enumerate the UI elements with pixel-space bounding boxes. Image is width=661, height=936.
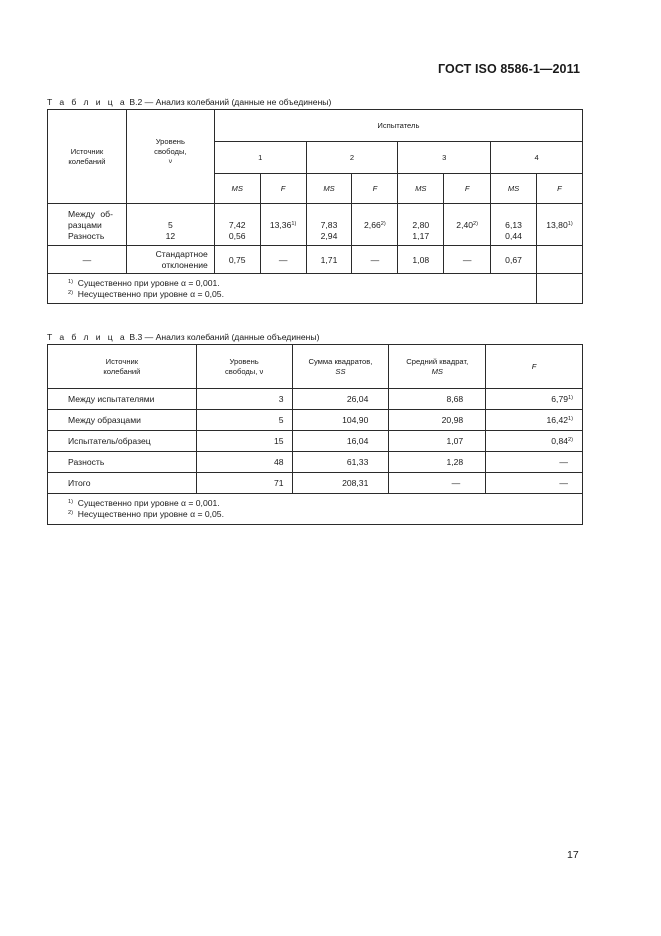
tester-2: 2 <box>306 142 398 174</box>
footnote: $^{2)}$ Несущественно при уровне α = 0,05. <box>68 288 224 299</box>
header-ss: Сумма квадратов, SS <box>292 345 389 389</box>
header-df: Уровень свободы, ν <box>126 110 214 204</box>
row-ss: 26,04 <box>292 389 389 410</box>
caption-prefix: Т а б л и ц а <box>47 97 127 107</box>
t3-stddev: 1,08 <box>398 246 444 274</box>
row-source: Испытатель/образец <box>48 431 197 452</box>
t2-stddev: 1,71 <box>306 246 352 274</box>
row-source: Между образцами <box>48 410 197 431</box>
row-df: 5 12 <box>126 204 214 246</box>
caption-text: В.2 — Анализ колебаний (данные не объединены) <box>129 97 332 107</box>
ms-header: MS <box>491 174 537 204</box>
t4-ms: 6,13 0,44 <box>491 204 537 246</box>
row-df: 48 <box>196 452 292 473</box>
f-header: F <box>352 174 398 204</box>
header-f: F <box>486 345 583 389</box>
table-b2-notes <box>48 274 537 304</box>
footnote: $^{1)}$ Существенно при уровне α = 0,001. <box>68 498 220 508</box>
ms-header: MS <box>306 174 352 204</box>
row-source: Между испытателями <box>48 389 197 410</box>
header-tester: Испытатель <box>214 110 582 142</box>
table-b3 <box>47 344 583 525</box>
t1-f-dash: — <box>260 246 306 274</box>
row-ms: — <box>389 473 486 494</box>
table-b2-caption <box>47 97 331 107</box>
table-row <box>48 389 583 410</box>
header-df: Уровень свободы, ν <box>196 345 292 389</box>
table-row <box>48 452 583 473</box>
document-header: ГОСТ ISO 8586-1—2011 <box>437 62 580 76</box>
table-row <box>48 473 583 494</box>
t3-f-dash: — <box>444 246 491 274</box>
row-df: 71 <box>196 473 292 494</box>
t2-ms: 7,83 2,94 <box>306 204 352 246</box>
t4-f-empty <box>536 246 582 274</box>
row-df: 5 <box>196 410 292 431</box>
f-header: F <box>536 174 582 204</box>
row-ms: 1,07 <box>389 431 486 452</box>
t3-f: 2,40$^{2)}$ <box>444 204 491 246</box>
t2-f: 2,66$^{2)}$ <box>352 204 398 246</box>
t1-f: 13,36$^{1)}$ <box>260 204 306 246</box>
row-f: — <box>486 473 583 494</box>
t1-ms: 7,42 0,56 <box>214 204 260 246</box>
table-row <box>48 410 583 431</box>
f-header: F <box>260 174 306 204</box>
footnote: $^{1)}$ Существенно при уровне α = 0,001. <box>68 278 220 288</box>
row-source: Итого <box>48 473 197 494</box>
t2-f-dash: — <box>352 246 398 274</box>
row-f: — <box>486 452 583 473</box>
row-source: Разность <box>48 452 197 473</box>
table-b3-notes <box>48 494 583 525</box>
t3-ms: 2,80 1,17 <box>398 204 444 246</box>
t1-stddev: 0,75 <box>214 246 260 274</box>
tester-1: 1 <box>214 142 306 174</box>
tester-4: 4 <box>491 142 583 174</box>
caption-text: В.3 — Анализ колебаний (данные объединены) <box>129 332 320 342</box>
tester-3: 3 <box>398 142 491 174</box>
table-b3-caption <box>47 332 319 342</box>
row-ss: 61,33 <box>292 452 389 473</box>
row-source: Между об- разцами Разность <box>48 204 127 246</box>
table-b2 <box>47 109 583 304</box>
ms-header: MS <box>398 174 444 204</box>
row-ss: 104,90 <box>292 410 389 431</box>
f-header: F <box>444 174 491 204</box>
row-f: 0,84$^{2)}$ <box>486 431 583 452</box>
row-ms: 20,98 <box>389 410 486 431</box>
row-source-dash: — <box>48 246 127 274</box>
row-f: 16,42$^{1)}$ <box>486 410 583 431</box>
row-f: 6,79$^{1)}$ <box>486 389 583 410</box>
row-df: 15 <box>196 431 292 452</box>
footnote: $^{2)}$ Несущественно при уровне α = 0,05. <box>68 508 224 519</box>
ms-header: MS <box>214 174 260 204</box>
caption-prefix: Т а б л и ц а <box>47 332 127 342</box>
t4-stddev: 0,67 <box>491 246 537 274</box>
page-number: 17 <box>567 849 579 861</box>
row-ss: 208,31 <box>292 473 389 494</box>
row-ms: 8,68 <box>389 389 486 410</box>
header-ms: Средний квадрат, MS <box>389 345 486 389</box>
table-row <box>48 431 583 452</box>
row-ms: 1,28 <box>389 452 486 473</box>
row-df: 3 <box>196 389 292 410</box>
header-source: Источник колебаний <box>48 110 127 204</box>
t4-f: 13,80$^{1)}$ <box>536 204 582 246</box>
row-label-stddev: Стандартное отклонение <box>126 246 214 274</box>
notes-empty-cell <box>536 274 582 304</box>
header-source: Источник колебаний <box>48 345 197 389</box>
row-ss: 16,04 <box>292 431 389 452</box>
